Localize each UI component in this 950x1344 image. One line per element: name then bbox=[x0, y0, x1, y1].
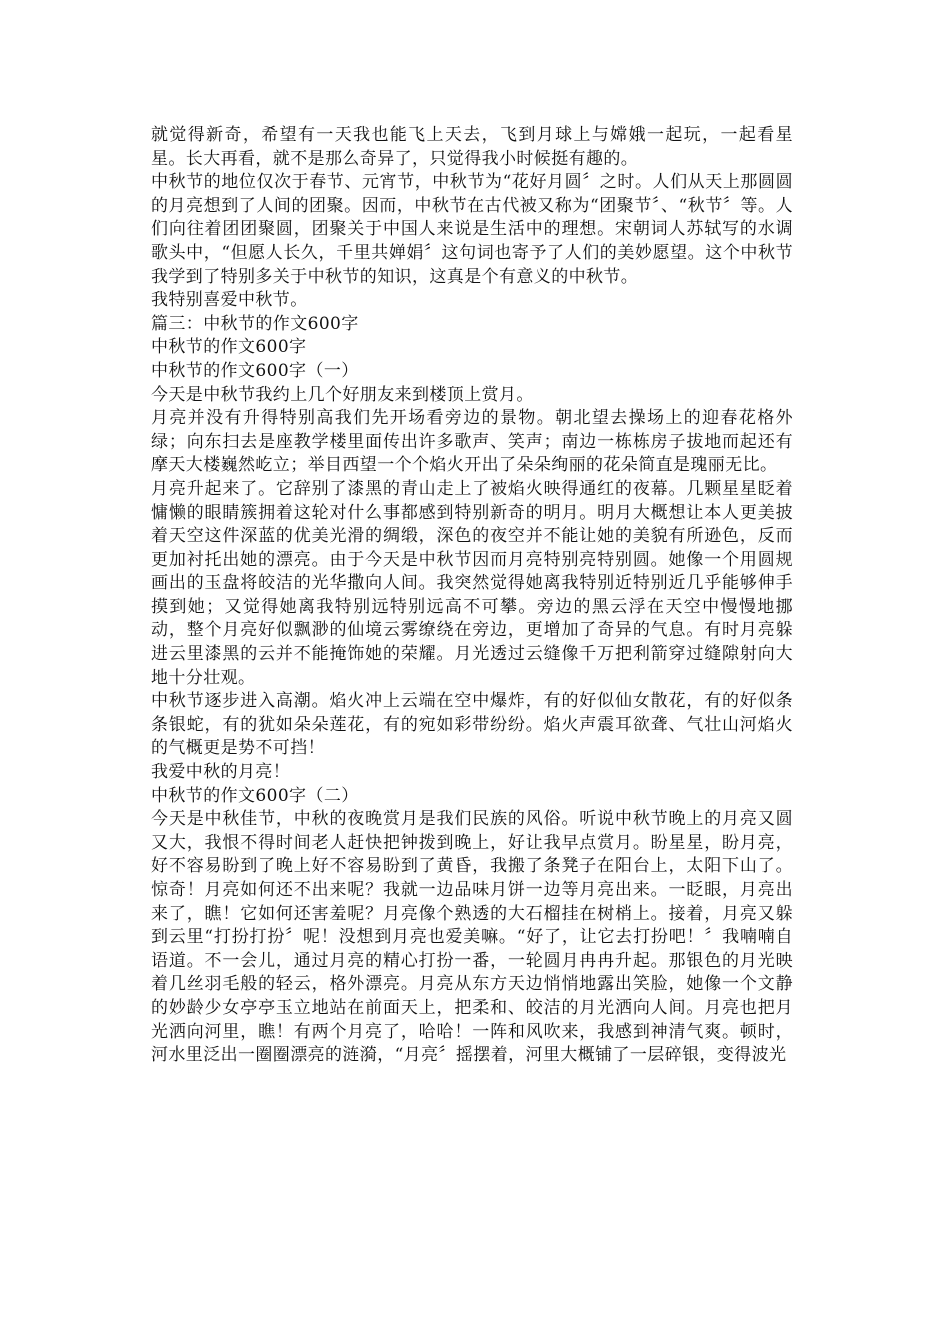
paragraph-moonrise: 月亮升起来了。它辞别了漆黑的青山走上了被焰火映得通红的夜幕。几颗星星眨着慵懒的眼睛簇拥着这轮对什么事都感到特别新奇的明月。明月大概想让本人更美披着天空这件深蓝的优美光滑的绸缎，深色的夜空并不能让她的美貌有所逊色，反而更加衬托出她的漂亮。由于今天是中秋节因而月亮特别亮特别圆。她像一个用圆规画出的玉盘将皎洁的光华撒向人间。我突然觉得她离我特别近特别近几乎能够伸手摸到她；又觉得她离我特别远特别远高不可攀。旁边的黑云浮在天空中慢慢地挪动，整个月亮好似飘渺的仙境云雾缭绕在旁边，更增加了奇异的气息。有时月亮躲进云里漆黑的云并不能掩饰她的荣耀。月光透过云缝像千万把利箭穿过缝隙射向大地十分壮观。 bbox=[151, 478, 793, 688]
paragraph-moon-viewing: 今天是中秋佳节，中秋的夜晚赏月是我们民族的风俗。听说中秋节晚上的月亮又圆又大，我恨不得时间老人赶快把钟拨到晚上，好让我早点赏月。盼星星，盼月亮，好不容易盼到了晚上好不容易盼到了黄昏，我搬了条凳子在阳台上，太阳下山了。惊奇！月亮如何还不出来呢？我就一边品味月饼一边等月亮出来。一眨眼，月亮出来了，瞧！它如何还害羞呢？月亮像个熟透的大石榴挂在树梢上。接着，月亮又躲到云里“打扮打扮〞呢！没想到月亮也爱美嘛。“好了，让它去打扮吧！〞我喃喃自语道。不一会儿，通过月亮的精心打扮一番，一轮圆月冉冉升起。那银色的月光映着几丝羽毛般的轻云，格外漂亮。月亮从东方天边悄悄地露出笑脸，她像一个文静的妙龄少女亭亭玉立地站在前面天上，把柔和、皎洁的月光洒向人间。月亮也把月光洒向河里，瞧！有两个月亮了，哈哈！一阵和风吹来，我感到神清气爽。顿时，河水里泛出一圈圈漂亮的涟漪，“月亮〞摇摆着，河里大概铺了一层碎银，变得波光 bbox=[151, 809, 793, 1066]
paragraph-festival-status: 中秋节的地位仅次于春节、元宵节，中秋节为“花好月圆〞之时。人们从天上那圆圆的月亮想到了人间的团聚。因而，中秋节在古代被又称为“团聚节〞、“秋节〞等。人们向往着团团聚圆，团聚关于中国人来说是生活中的理想。宋朝词人苏轼写的水调歌头中，“但愿人长久，千里共婵娟〞这句词也寄予了人们的美妙愿望。这个中秋节我学到了特别多关于中秋节的知识，这真是个有意义的中秋节。 bbox=[151, 172, 793, 287]
paragraph-rooftop: 今天是中秋节我约上几个好朋友来到楼顶上赏月。 bbox=[151, 384, 534, 405]
document-body bbox=[151, 124, 793, 1068]
paragraph-love-festival: 我特别喜爱中秋节。 bbox=[151, 290, 308, 311]
heading-chapter-three: 篇三：中秋节的作文600字 bbox=[151, 313, 359, 334]
paragraph-fireworks: 中秋节逐步进入高潮。焰火冲上云端在空中爆炸，有的好似仙女散花，有的好似条条银蛇，有的犹如朵朵莲花，有的宛如彩带纷纷。焰火声震耳欲聋、气壮山河焰火的气概更是势不可挡！ bbox=[151, 691, 793, 759]
heading-essay-one: 中秋节的作文600字（一） bbox=[151, 360, 359, 381]
heading-essay-title: 中秋节的作文600字 bbox=[151, 337, 307, 358]
paragraph-love-moon: 我爱中秋的月亮！ bbox=[151, 762, 291, 783]
paragraph-intro-continuation: 就觉得新奇，希望有一天我也能飞上天去，飞到月球上与嫦娥一起玩，一起看星星。长大再看，就不是那么奇异了，只觉得我小时候挺有趣的。 bbox=[151, 125, 793, 169]
heading-essay-two: 中秋节的作文600字（二） bbox=[151, 785, 359, 806]
paragraph-scenery: 月亮并没有升得特别高我们先开场看旁边的景物。朝北望去操场上的迎春花格外绿；向东扫去是座教学楼里面传出许多歌声、笑声；南边一栋栋房子拔地而起还有摩天大楼巍然屹立；举目西望一个个焰火开出了朵朵绚丽的花朵简直是瑰丽无比。 bbox=[151, 408, 793, 476]
